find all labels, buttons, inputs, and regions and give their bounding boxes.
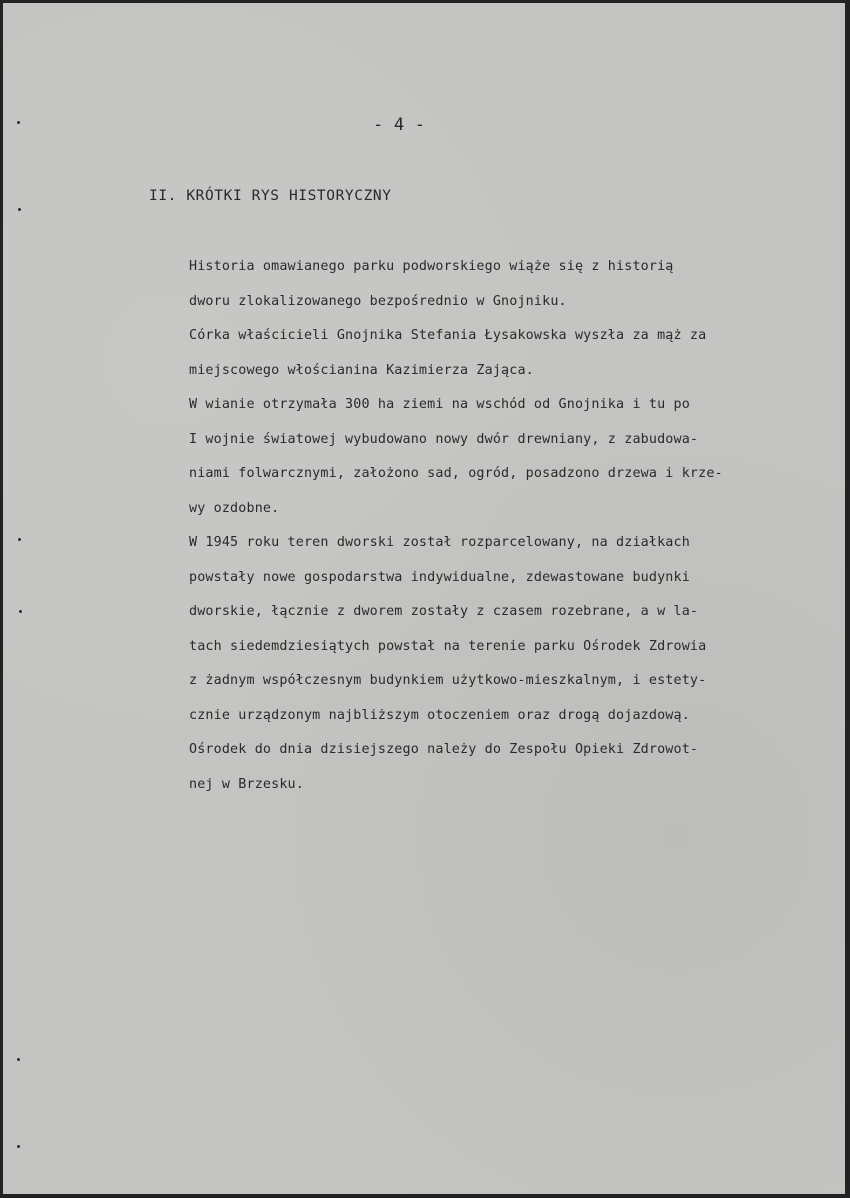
margin-mark (17, 121, 20, 124)
text-line: Historia omawianego parku podworskiego wiąże się z historią (189, 259, 674, 274)
text-line: Ośrodek do dnia dzisiejszego należy do Zespołu Opieki Zdrowot- (189, 742, 699, 757)
text-line: niami folwarcznymi, założono sad, ogród, posadzono drzewa i krze- (189, 466, 723, 481)
text-line: tach siedemdziesiątych powstał na terenie parku Ośrodek Zdrowia (189, 638, 707, 654)
text-line: W wianie otrzymała 300 ha ziemi na wschód od Gnojnika i tu po (189, 397, 690, 412)
text-line: I wojnie światowej wybudowano nowy dwór drewniany, z zabudowa- (189, 431, 699, 447)
document-page (3, 3, 845, 1194)
text-line: z żadnym współczesnym budynkiem użytkowo-mieszkalnym, i estety- (189, 673, 707, 688)
text-line: dworu zlokalizowanego bezpośrednio w Gnojniku. (189, 293, 567, 309)
margin-mark (17, 1058, 20, 1061)
text-line: powstały nowe gospodarstwa indywidualne, zdewastowane budynki (189, 569, 690, 585)
text-line: miejscowego włościanina Kazimierza Zająca. (189, 362, 534, 378)
text-line: wy ozdobne. (189, 500, 280, 516)
text-line: nej w Brzesku. (189, 776, 304, 792)
text-line: W 1945 roku teren dworski został rozparcelowany, na działkach (189, 535, 690, 550)
page-number: - 4 - (373, 115, 426, 135)
margin-mark (19, 610, 22, 613)
margin-mark (18, 208, 21, 211)
section-heading: II. KRÓTKI RYS HISTORYCZNY (149, 188, 392, 204)
text-line: cznie urządzonym najbliższym otoczeniem oraz drogą dojazdową. (189, 707, 690, 723)
text-line: dworskie, łącznie z dworem zostały z czasem rozebrane, a w la- (189, 604, 699, 619)
text-line: Córka właścicieli Gnojnika Stefania Łysakowska wyszła za mąż za (189, 328, 707, 343)
margin-mark (18, 538, 21, 541)
margin-mark (17, 1145, 20, 1148)
body-text (189, 250, 829, 802)
